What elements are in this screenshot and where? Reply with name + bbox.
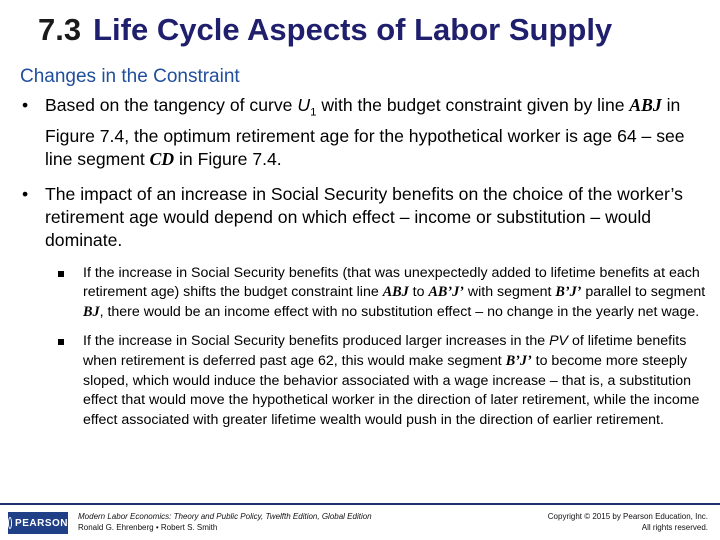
pearson-logo-icon	[8, 517, 12, 529]
bullet-dot: •	[22, 183, 29, 204]
sub2-text: If the increase in Social Security benefits produced larger increases in the	[83, 332, 550, 349]
line-abj-label: ABJ	[382, 284, 409, 301]
bullet-dot: •	[22, 95, 29, 115]
title-text: Life Cycle Aspects of Labor Supply	[93, 12, 613, 47]
sub2-text: to become more steeply sloped, which would induce the behavior associated with a wage increase – that is, a substitution effect that would move the hypothetical worker in the direction of later retirement, while the income effect associated with greater lifetime wealth would push in the direction of earlier retirement.	[83, 352, 700, 429]
footer-divider	[0, 503, 720, 505]
segment-bj-prime-label: B’J’	[505, 352, 532, 369]
pearson-logo	[8, 512, 68, 534]
footer-rights-text: All rights reserved.	[641, 523, 708, 532]
curve-u1-label: U	[297, 95, 311, 115]
sub1-text: with segment	[463, 284, 556, 301]
sub1-text: If the increase in Social Security benefits (that was unexpectedly added to lifetime benefits at each retirement age) shifts the budget constraint line	[83, 264, 700, 301]
bullet2-text: The impact of an increase in Social Security benefits on the choice of the worker’s retirement age would depend on which effect – income or substitution – would dominate.	[45, 183, 683, 250]
segment-cd-label: CD	[149, 148, 175, 169]
curve-u1-subscript: 1	[310, 106, 317, 119]
sub1-text: , there would be an income effect with no substitution effect – no change in the yearly net wage.	[99, 304, 700, 321]
bullet-item-2	[20, 183, 706, 252]
title-number: 7.3	[38, 12, 82, 47]
bullet1-text: in Figure 7.4.	[174, 148, 282, 169]
bullet-list	[20, 94, 706, 440]
segment-bj-label: BJ	[83, 304, 100, 321]
footer-authors: Ronald G. Ehrenberg • Robert S. Smith	[78, 523, 218, 532]
line-abj-prime-label: AB’J’	[428, 284, 464, 301]
sub-bullet-item-2	[20, 332, 706, 431]
bullet-item-1	[20, 94, 706, 171]
bullet1-text: Based on the tangency of curve	[45, 95, 298, 115]
footer-citation	[78, 511, 372, 533]
footer-copyright-text: Copyright © 2015 by Pearson Education, Inc.	[547, 512, 708, 521]
footer-copyright	[548, 511, 708, 533]
square-bullet-icon	[58, 271, 64, 277]
bullet1-text: in Figure 7.4, the optimum retirement age for the hypothetical worker is age 64 – see line segment	[45, 95, 685, 169]
line-abj-label: ABJ	[629, 95, 662, 115]
pv-label: PV	[549, 332, 569, 349]
bullet1-text: with the budget constraint given by line	[316, 95, 630, 115]
sub1-text: to	[408, 284, 429, 301]
sub2-text: of lifetime benefits when retirement is deferred past age 62, this would make segment	[83, 332, 687, 369]
square-bullet-icon	[58, 339, 64, 345]
slide-subtitle: Changes in the Constraint	[20, 66, 240, 87]
segment-bj-prime-label: B’J’	[555, 284, 582, 301]
sub-bullet-item-1	[20, 264, 706, 323]
footer-book-title: Modern Labor Economics: Theory and Public Policy, Twelfth Edition, Global Edition	[78, 512, 372, 521]
sub1-text: parallel to segment	[581, 284, 706, 301]
pearson-logo-text: PEARSON	[15, 517, 68, 529]
slide-title	[38, 12, 708, 48]
